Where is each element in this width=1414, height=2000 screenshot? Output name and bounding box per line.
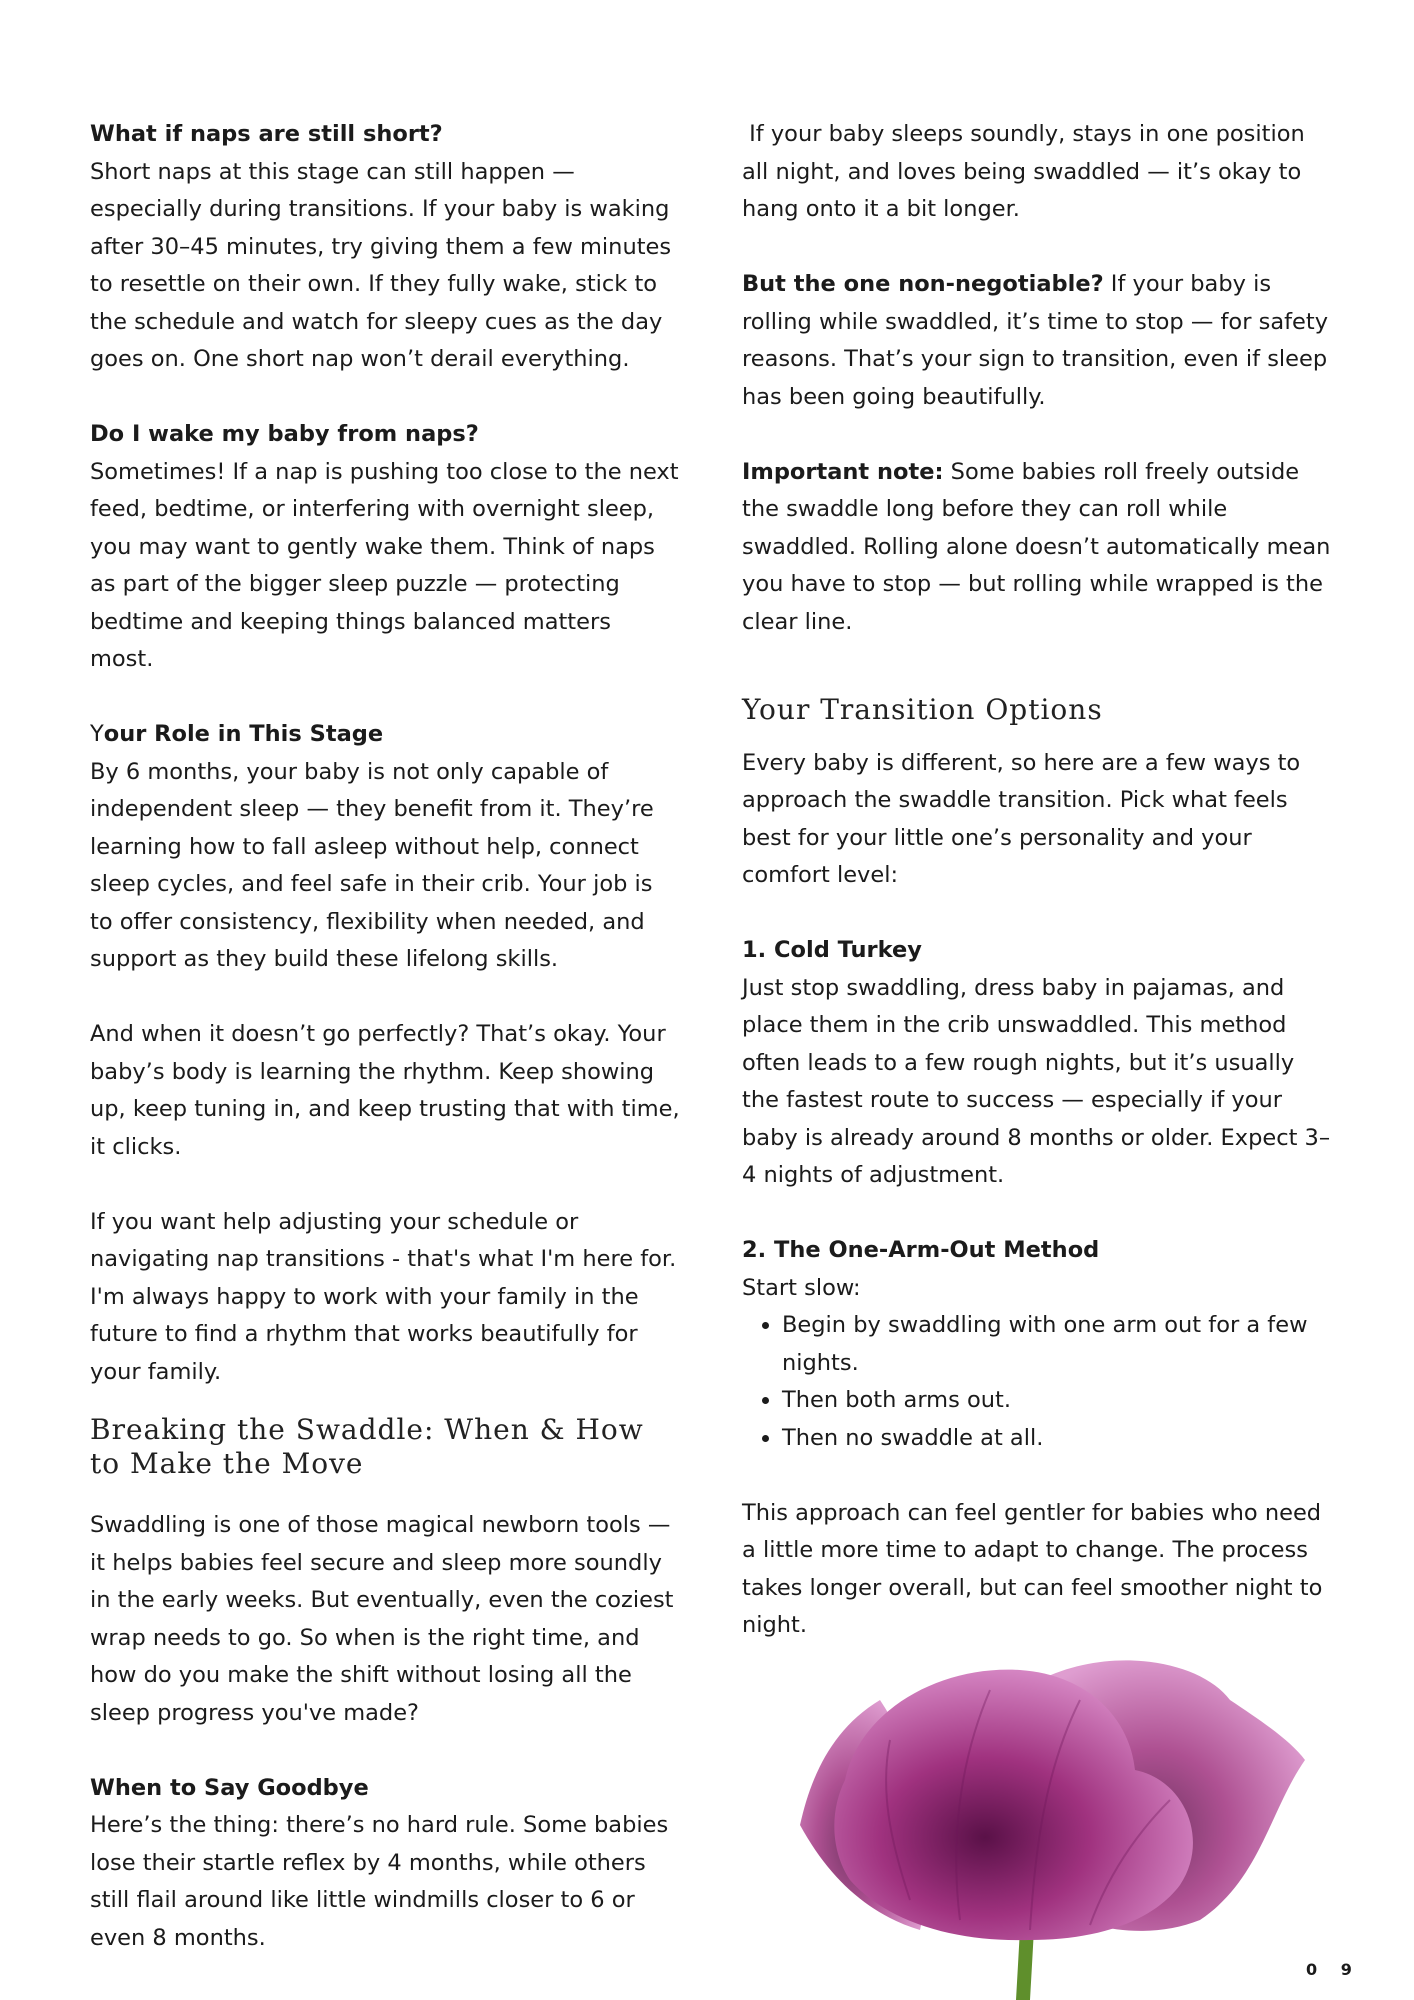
wake-baby-answer: Sometimes! If a nap is pushing too close to the next feed, bedtime, or interfering with overnight sleep, you may want to gently wake them. Think of naps as part of the bigger sleep puzzle — protecting bedtime and keeping things balanced matters most.	[90, 458, 679, 672]
role-heading-rest: our Role in This Stage	[103, 721, 384, 747]
role-heading-initial: Y	[90, 721, 104, 747]
non-negotiable-body: If your baby is rolling while swaddled, it’s time to stop — for safety reasons. That’s your sign to transition, even if sleep has been going beautifully.	[742, 271, 1329, 410]
important-note-paragraph	[742, 454, 1332, 642]
role-heading	[90, 716, 680, 754]
sleeps-soundly-paragraph: If your baby sleeps soundly, stays in one position all night, and loves being swaddled — it’s okay to hang onto it a bit longer.	[742, 121, 1312, 222]
cold-turkey-title: 1. Cold Turkey	[742, 937, 922, 963]
role-body: By 6 months, your baby is not only capable of independent sleep — they benefit from it. They’re learning how to fall asleep without help, connect sleep cycles, and feel safe in their crib. Your job is to offer consistency, flexibility when needed, and support as they build these lifelong skills.	[90, 758, 654, 972]
one-arm-lead: Start slow:	[742, 1274, 861, 1301]
poppy-flower-image	[790, 1640, 1310, 2000]
right-column	[742, 116, 1332, 1645]
transition-options-heading: Your Transition Options	[742, 692, 1103, 726]
one-arm-steps	[742, 1307, 1332, 1457]
wake-baby-question: Do I wake my baby from naps?	[90, 421, 479, 447]
non-negotiable-label: But the one non-negotiable?	[742, 271, 1104, 297]
swaddle-intro: Swaddling is one of those magical newborn tools — it helps babies feel secure and sleep more soundly in the early weeks. But eventually, even the coziest wrap needs to go. So when is the right time, and how do you make the shift without losing all the sleep progress you've made?	[90, 1512, 674, 1726]
swaddle-heading: Breaking the Swaddle: When & How to Make the Move	[90, 1413, 644, 1480]
important-note-label: Important note:	[742, 458, 944, 485]
page-number: 0 9	[1306, 1960, 1361, 1979]
list-item: • Begin by swaddling with one arm out for a few nights.	[782, 1307, 1332, 1382]
transition-options-intro: Every baby is different, so here are a few ways to approach the swaddle transition. Pick what feels best for your little one’s personality and your comfort level:	[742, 749, 1301, 888]
naps-short-answer: Short naps at this stage can still happen — especially during transitions. If your baby is waking after 30–45 minutes, try giving them a few minutes to resettle on their own. If they fully wake, stick to the schedule and watch for sleepy cues as the day goes on. One short nap won’t derail everything.	[90, 158, 672, 372]
naps-short-question: What if naps are still short?	[90, 121, 443, 147]
non-negotiable-paragraph	[742, 266, 1332, 416]
approach-paragraph: This approach can feel gentler for babies who need a little more time to adapt to change. The process takes longer overall, but can feel smoother night to night.	[742, 1499, 1323, 1638]
left-column	[90, 116, 680, 1957]
help-paragraph: If you want help adjusting your schedule or navigating nap transitions - that's what I'm here for. I'm always happy to work with your family in the future to find a rhythm that works beautifully for your family.	[90, 1208, 677, 1385]
goodbye-answer: Here’s the thing: there’s no hard rule. Some babies lose their startle reflex by 4 months, while others still flail around like little windmills closer to 6 or even 8 months.	[90, 1812, 669, 1951]
cold-turkey-body: Just stop swaddling, dress baby in pajamas, and place them in the crib unswaddled. This method often leads to a few rough nights, but it’s usually the fastest route to success — especially if your baby is already around 8 months or older. Expect 3–4 nights of adjustment.	[742, 974, 1331, 1188]
perfect-paragraph: And when it doesn’t go perfectly? That’s okay. Your baby’s body is learning the rhythm. Keep showing up, keep tuning in, and keep trusting that with time, it clicks.	[90, 1021, 680, 1160]
goodbye-question: When to Say Goodbye	[90, 1774, 369, 1801]
list-item: • Then no swaddle at all.	[782, 1420, 1332, 1458]
important-note-body: Some babies roll freely outside the swaddle long before they can roll while swaddled. Rolling alone doesn’t automatically mean you have to stop — but rolling while wrapped is the clear line.	[742, 458, 1331, 635]
one-arm-title: 2. The One-Arm-Out Method	[742, 1237, 1100, 1263]
list-item: • Then both arms out.	[782, 1382, 1332, 1420]
